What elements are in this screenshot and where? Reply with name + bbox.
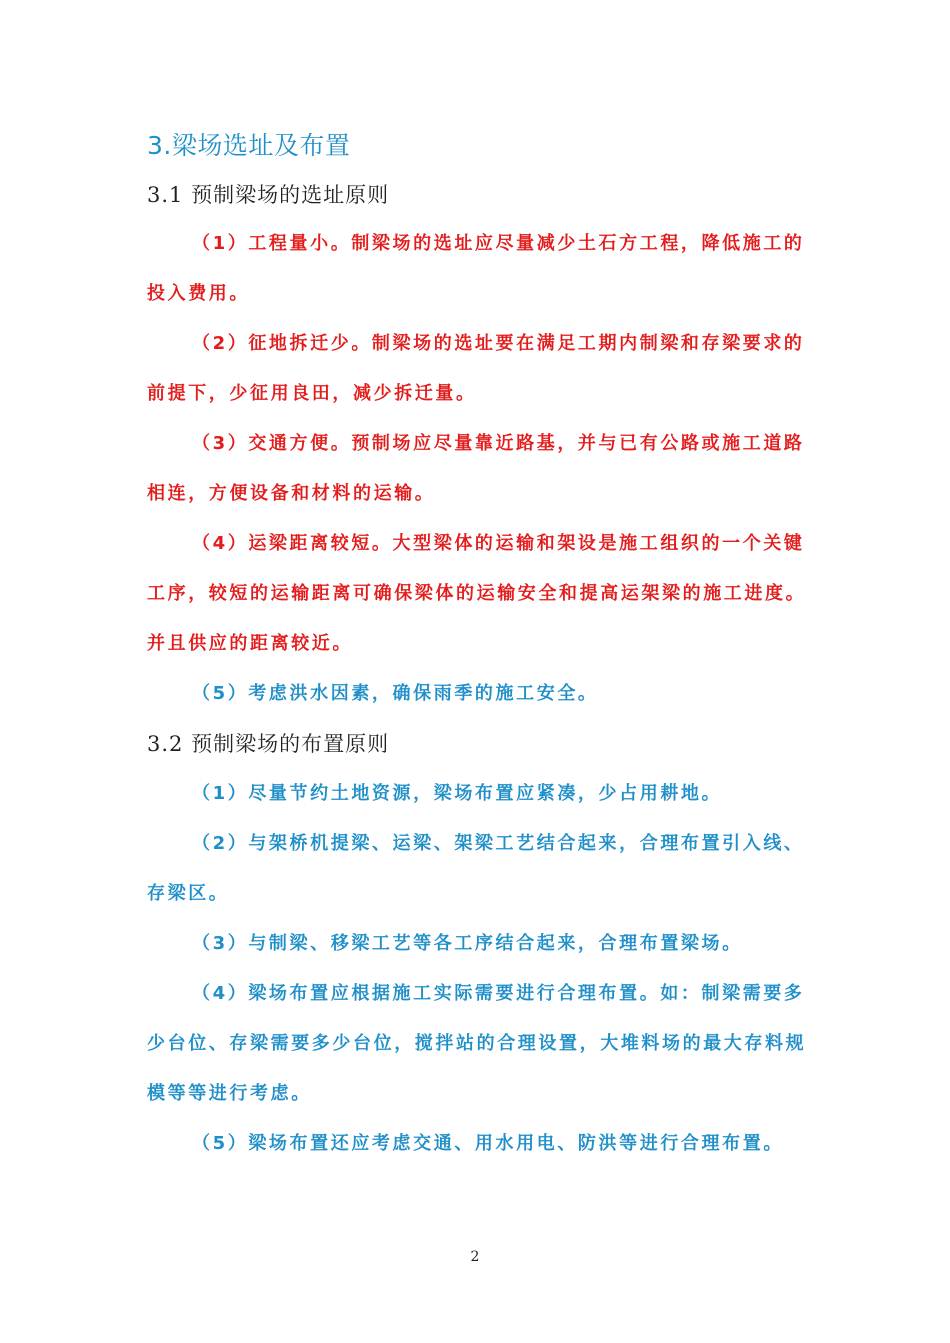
paragraph-line: （1）工程量小。制梁场的选址应尽量减少土石方工程，降低施工的 [192,233,805,254]
paragraph-line: 并且供应的距离较近。 [147,633,353,654]
subsection-heading-3-1: 3.1 预制梁场的选址原则 [147,183,390,207]
paragraph-line: （2）征地拆迁少。制梁场的选址要在满足工期内制梁和存梁要求的 [192,333,805,354]
page-number: 2 [470,1249,480,1265]
paragraph-line: 工序，较短的运输距离可确保梁体的运输安全和提高运架梁的施工进度。 [147,583,807,604]
paragraph-line: 存梁区。 [147,883,230,904]
section-title: 3.梁场选址及布置 [147,131,351,160]
paragraph-line: （2）与架桥机提梁、运梁、架梁工艺结合起来，合理布置引入线、 [192,833,805,854]
paragraph-line: （5）考虑洪水因素，确保雨季的施工安全。 [192,683,599,704]
paragraph-line: 前提下，少征用良田，减少拆迁量。 [147,383,477,404]
paragraph-line: （3）与制梁、移梁工艺等各工序结合起来，合理布置梁场。 [192,933,743,954]
paragraph-line: （3）交通方便。预制场应尽量靠近路基，并与已有公路或施工道路 [192,433,805,454]
paragraph-line: 模等等进行考虑。 [147,1083,312,1104]
paragraph-line: 投入费用。 [147,283,250,304]
paragraph-line: （1）尽量节约土地资源，梁场布置应紧凑，少占用耕地。 [192,783,723,804]
paragraph-line: 少台位、存梁需要多少台位，搅拌站的合理设置，大堆料场的最大存料规 [147,1033,807,1054]
paragraph-line: （4）运梁距离较短。大型梁体的运输和架设是施工组织的一个关键 [192,533,805,554]
paragraph-line: （4）梁场布置应根据施工实际需要进行合理布置。如：制梁需要多 [192,983,805,1004]
paragraph-line: 相连，方便设备和材料的运输。 [147,483,436,504]
subsection-heading-3-2: 3.2 预制梁场的布置原则 [147,732,390,756]
paragraph-line: （5）梁场布置还应考虑交通、用水用电、防洪等进行合理布置。 [192,1133,784,1154]
